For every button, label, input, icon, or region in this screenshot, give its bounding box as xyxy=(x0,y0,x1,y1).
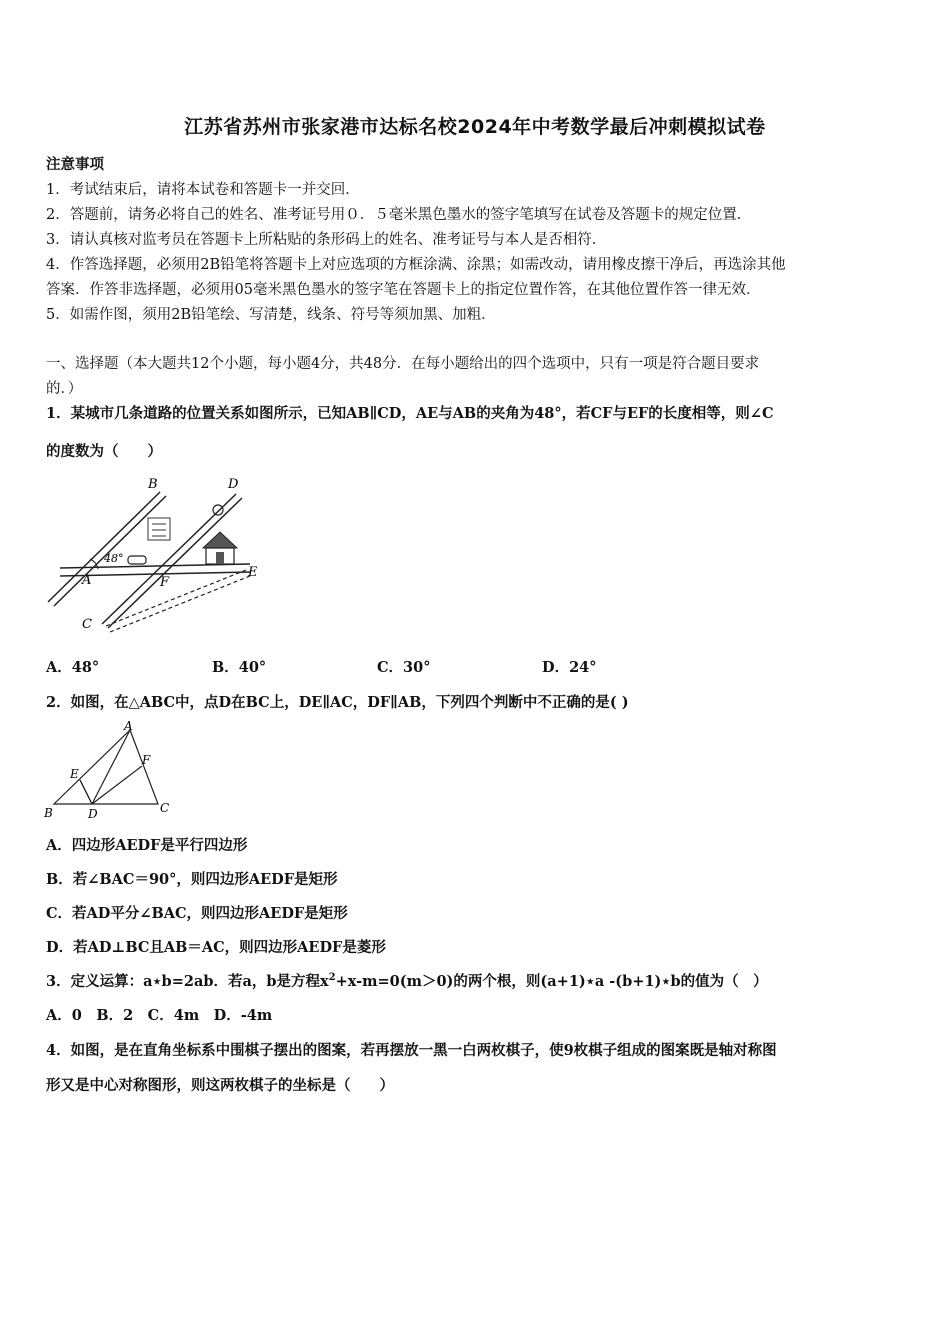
q2-label-f: F xyxy=(142,753,151,767)
q1-label-e: E xyxy=(248,565,258,580)
q1-label-a: A xyxy=(82,573,92,588)
q1-option-a: A．48° xyxy=(46,659,100,676)
q3-stem-after: +x-m=0(m＞0)的两个根，则(a+1)⋆a -(b+1)⋆b的值为（ ） xyxy=(335,973,768,990)
q1-label-b: B xyxy=(148,477,158,492)
section1-heading: 一、选择题（本大题共12个小题，每小题4分，共48分．在每小题给出的四个选项中，只有一项是符合题目要求 xyxy=(46,356,760,372)
q2-triangle-figure xyxy=(40,718,180,822)
q1-stem-cont: 的度数为（ ） xyxy=(46,443,162,460)
q1-option-d: D．24° xyxy=(542,659,597,676)
notice-item-3: 3．请认真核对监考员在答题卡上所粘贴的条形码上的姓名、准考证号与本人是否相符． xyxy=(46,232,607,248)
q4-stem-cont: 形又是中心对称图形，则这两枚棋子的坐标是（ ） xyxy=(46,1077,394,1094)
q1-label-c: C xyxy=(82,617,92,632)
q2-stem: 2．如图，在△ABC中，点D在BC上，DE∥AC，DF∥AB，下列四个判断中不正确的是( ) xyxy=(46,694,629,711)
section1-heading-cont: 的．） xyxy=(46,381,83,397)
q2-label-b: B xyxy=(44,806,53,820)
q2-label-a: A xyxy=(124,719,133,733)
q2-label-e: E xyxy=(70,767,79,781)
q3-stem-before: 3．定义运算：a⋆b=2ab．若a，b是方程x xyxy=(46,973,329,990)
q1-stem: 1．某城市几条道路的位置关系如图所示，已知AB∥CD，AE与AB的夹角为48°，若CF与EF的长度相等，则∠C xyxy=(46,405,774,422)
q1-option-b: B．40° xyxy=(212,659,267,676)
q1-road-figure xyxy=(40,472,280,638)
page-title: 江苏省苏州市张家港市达标名校2024年中考数学最后冲刺模拟试卷 xyxy=(184,116,766,138)
q3-stem-sup: 2 xyxy=(328,972,336,984)
q3-options: A．0 B．2 C．4m D．-4m xyxy=(46,1007,273,1024)
notice-item-1: 1．考试结束后，请将本试卷和答题卡一并交回． xyxy=(46,182,360,198)
q1-angle-label: 48° xyxy=(104,552,124,565)
q1-label-d: D xyxy=(228,477,239,492)
q2-option-b: B．若∠BAC＝90°，则四边形AEDF是矩形 xyxy=(46,871,338,888)
notice-item-2: 2．答题前，请务必将自己的姓名、准考证号用０．５毫米黑色墨水的签字笔填写在试卷及答题卡的规定位置． xyxy=(46,207,752,223)
q2-label-c: C xyxy=(160,801,170,815)
q2-label-d: D xyxy=(88,807,98,821)
q4-stem: 4．如图，是在直角坐标系中围棋子摆出的图案，若再摆放一黑一白两枚棋子，使9枚棋子组成的图案既是轴对称图 xyxy=(46,1042,777,1059)
q1-option-c: C．30° xyxy=(377,659,431,676)
q2-option-c: C．若AD平分∠BAC，则四边形AEDF是矩形 xyxy=(46,905,348,922)
notice-item-4-cont: 答案．作答非选择题，必须用05毫米黑色墨水的签字笔在答题卡上的指定位置作答，在其他位置作答一律无效． xyxy=(46,282,761,298)
q2-option-d: D．若AD⊥BC且AB＝AC，则四边形AEDF是菱形 xyxy=(46,939,386,956)
notice-item-4: 4．作答选择题，必须用2B铅笔将答题卡上对应选项的方框涂满、涂黑；如需改动，请用橡皮擦干净后，再选涂其他 xyxy=(46,257,786,273)
q1-label-f: F xyxy=(160,575,170,590)
notice-item-5: 5．如需作图，须用2B铅笔绘、写清楚，线条、符号等须加黑、加粗． xyxy=(46,307,496,323)
q2-option-a: A．四边形AEDF是平行四边形 xyxy=(46,837,248,854)
notice-heading: 注意事项 xyxy=(46,156,104,173)
q3-stem xyxy=(46,970,768,991)
